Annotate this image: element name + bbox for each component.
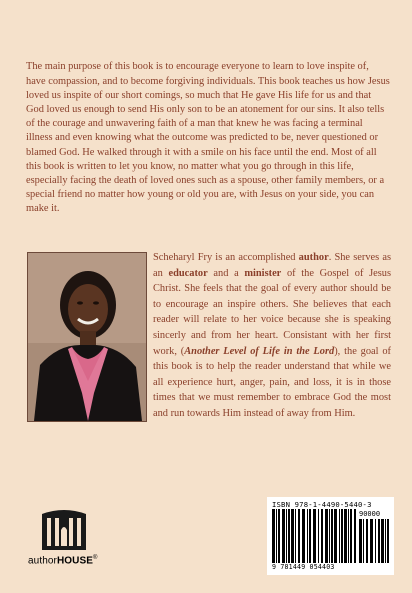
bio-text: . She serves as an: [153, 252, 391, 279]
bio-text: and a: [207, 267, 245, 279]
barcode-digits: 9 781449 054403: [272, 563, 335, 571]
bio-minister-role: minister: [244, 267, 282, 279]
photo-spacer: [27, 250, 153, 418]
isbn-barcode: [267, 497, 394, 575]
bio-text: Scheharyl Fry is an accomplished: [153, 252, 299, 263]
price-barcode-bars: [359, 519, 389, 563]
publisher-name-part: HOUSE: [56, 555, 94, 567]
publisher-name: [28, 555, 98, 566]
isbn-number: ISBN 978-1-4490-5440-3: [272, 500, 372, 509]
price-code: 90000: [359, 510, 381, 518]
registered-mark: ®: [93, 555, 98, 561]
bio-text: of the Gospel of Jesus Christ. She feels that the goal of every author should be to encourage an inspire others. She believes that each reader will relate to her voice because she is speaking sincerly and from her heart. Consistant with her first work, (: [153, 267, 392, 357]
bio-previous-book-title: Another Level of Life in the Lord: [184, 345, 335, 357]
publisher-name-part: author: [28, 555, 57, 567]
author-bio: [27, 250, 391, 422]
barcode-bars: [272, 509, 356, 563]
bio-educator-role: educator: [168, 267, 208, 279]
book-description: The main purpose of this book is to encourage everyone to learn to love inspite of, have compassion, and to become forgiving individuals. This book teaches us how Jesus loved us inspite of our short comings, so much that He gave His life for us and that God loved us enough to send His only son to be an atonement for our sins. It also tells of the courage and unwavering faith of a man that knew he was facing a terminal illness and even knowing what the outcome was predicted to be, never questioned or blamed God. He walked through it with a smile on his face until the end. Most of all this book is written to let you know, no matter what you go through in this life, especially facing the death of loved ones such as a spouse, other family members, or a special friend no matter how young or old you are, with Jesus on your side, you can make it.: [26, 61, 390, 215]
bio-author-role: author: [298, 252, 329, 263]
bio-text: ), the goal of this book is to help the reader understand that while we all experience hurt, anger, pain, and loss, it is in those times that we must remember to embrace God the most and run towards Him instead of away from Him.: [153, 345, 392, 419]
